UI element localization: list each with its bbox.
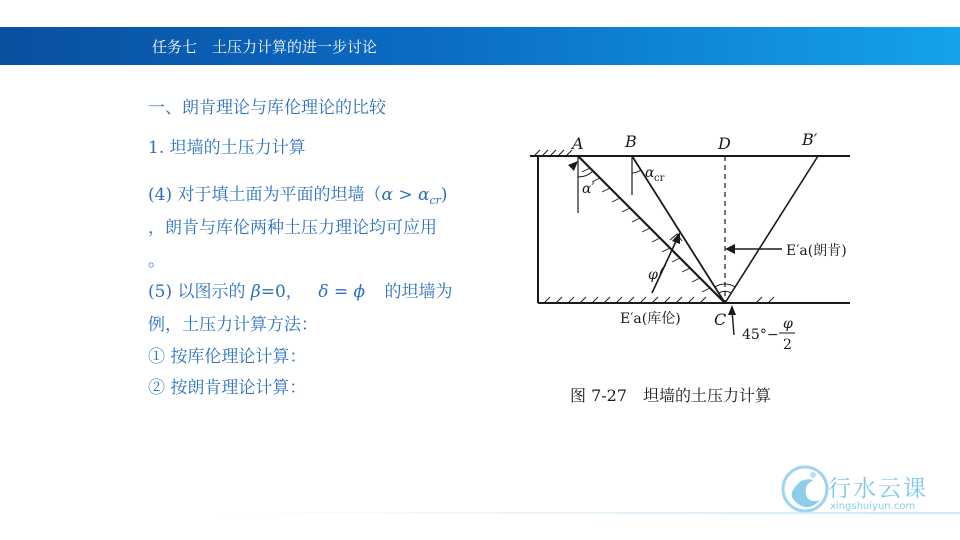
alpha-prime-arc <box>578 171 593 177</box>
alpha-cr-subscript: cr <box>429 194 441 207</box>
logo-name: 行水云课 <box>828 476 928 502</box>
label-ea-coulomb: E′a(库伦) <box>620 311 681 327</box>
paragraph-5-end: 的坦墙为 <box>384 282 453 302</box>
rankine-plane-line <box>725 156 818 303</box>
paragraph-4-line-3: 。 <box>148 251 165 271</box>
logo-url: xingshuiyun.com <box>830 501 916 512</box>
label-angle-den: 2 <box>783 337 792 353</box>
label-angle-num: φ <box>783 316 793 332</box>
label-a: A <box>572 134 584 153</box>
label-alpha-prime: α′ <box>582 181 595 197</box>
label-ea-rankine: E′a(朗肯) <box>786 243 847 259</box>
point-a-arrow <box>568 161 578 171</box>
figure-caption: 图 7-27 坦墙的土压力计算 <box>570 386 772 405</box>
alpha-cr-arc <box>632 170 641 173</box>
label-phi: φ <box>648 267 658 283</box>
paragraph-4-end: ) <box>440 185 448 205</box>
beta-equation: =0， <box>260 282 303 302</box>
label-c: C <box>714 310 727 329</box>
paragraph-5-line-2: 例，土压力计算方法： <box>148 315 318 335</box>
beta-symbol: β <box>250 282 261 302</box>
paragraph-4-text: (4) 对于填土面为平面的坦墙（ <box>148 185 382 205</box>
footer-divider <box>210 512 960 514</box>
label-alpha-cr-sub: cr <box>654 173 665 184</box>
method-coulomb: ① 按库伦理论计算： <box>148 347 307 367</box>
label-d: D <box>718 134 731 153</box>
logo-icon <box>780 462 830 517</box>
label-b-prime: B′ <box>802 130 818 149</box>
page-title: 任务七 土压力计算的进一步讨论 <box>152 38 378 56</box>
paragraph-5 <box>148 277 452 302</box>
paragraph-4 <box>148 180 448 207</box>
section-heading: 一、朗肯理论与库伦理论的比较 <box>148 98 386 118</box>
label-alpha-cr: α <box>645 165 655 181</box>
label-angle: 45°− <box>742 327 779 343</box>
delta-equation: δ = ϕ <box>318 282 366 302</box>
section-subheading: 1. 坦墙的土压力计算 <box>148 138 306 158</box>
header-bar <box>0 27 960 65</box>
label-b: B <box>625 132 637 151</box>
paragraph-5-text: (5) 以图示的 <box>148 282 246 302</box>
paragraph-4-line-2: ，朗肯与库伦两种土压力理论均可应用 <box>148 218 437 238</box>
alpha-condition: α > α <box>381 185 430 205</box>
wall-face-hatch <box>582 168 710 292</box>
retaining-wall-figure <box>520 125 860 415</box>
coulomb-force-arrow <box>652 237 678 293</box>
method-rankine: ② 按朗肯理论计算： <box>148 378 307 398</box>
